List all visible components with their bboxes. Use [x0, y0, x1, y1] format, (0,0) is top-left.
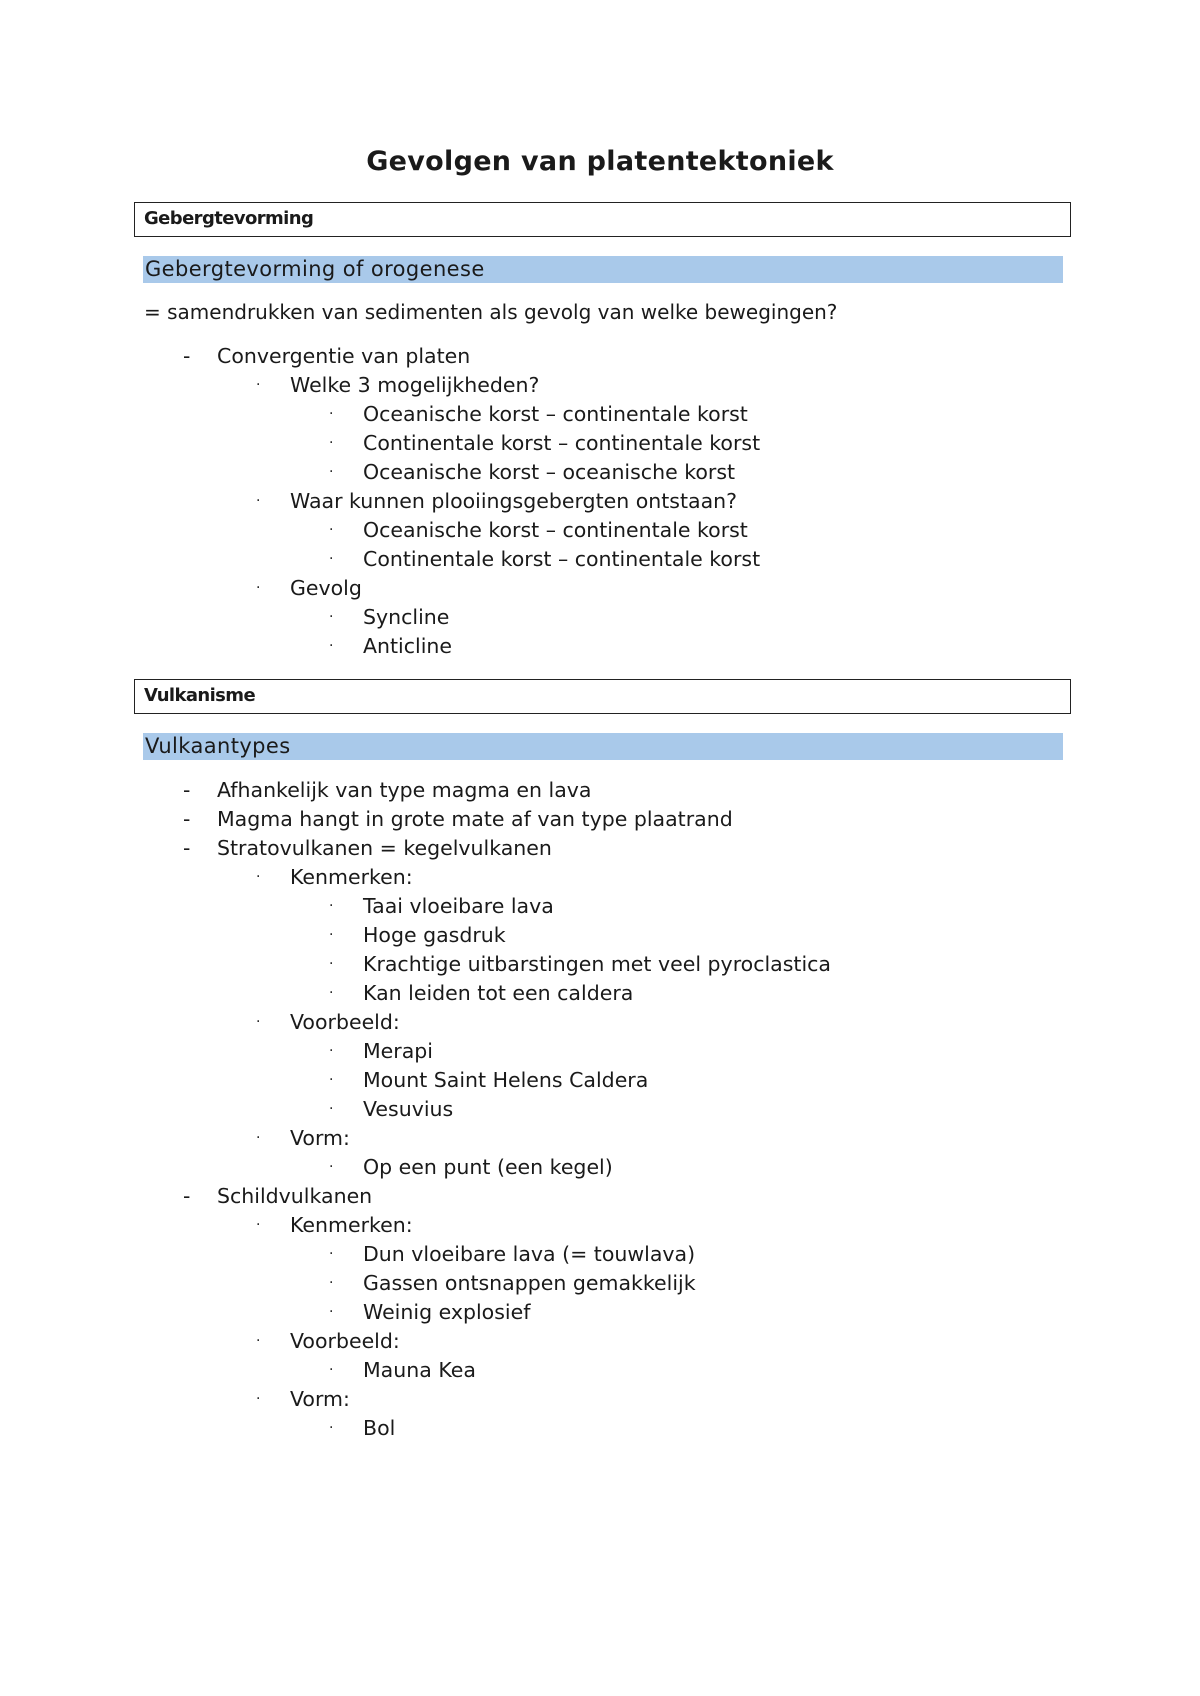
section1-list	[0, 342, 1200, 661]
list-item-text: Op een punt (een kegel)	[363, 1155, 613, 1179]
list-item	[0, 979, 1200, 1008]
dash-bullet: -	[183, 344, 191, 368]
dash-bullet: -	[183, 836, 191, 860]
list-item-text: Schildvulkanen	[217, 1184, 373, 1208]
list-item	[0, 1037, 1200, 1066]
list-item	[0, 834, 1200, 863]
dot-bullet: ·	[329, 927, 334, 943]
dot-bullet: ·	[256, 493, 261, 509]
list-item	[0, 1269, 1200, 1298]
list-item-text: Welke 3 mogelijkheden?	[290, 373, 540, 397]
list-item	[0, 950, 1200, 979]
list-item-text: Bol	[363, 1416, 396, 1440]
list-item-text: Vorm:	[290, 1126, 350, 1150]
dot-bullet: ·	[329, 522, 334, 538]
dot-bullet: ·	[329, 1362, 334, 1378]
list-item-text: Mount Saint Helens Caldera	[363, 1068, 649, 1092]
dash-bullet: -	[183, 807, 191, 831]
dot-bullet: ·	[329, 956, 334, 972]
list-item-text: Waar kunnen plooiingsgebergten ontstaan?	[290, 489, 738, 513]
list-item-text: Anticline	[363, 634, 453, 658]
list-item-text: Magma hangt in grote mate af van type plaatrand	[217, 807, 733, 831]
list-item-text: Kenmerken:	[290, 865, 413, 889]
list-item-text: Vorm:	[290, 1387, 350, 1411]
list-item	[0, 863, 1200, 892]
list-item-text: Voorbeeld:	[290, 1329, 400, 1353]
list-item	[0, 487, 1200, 516]
list-item-text: Syncline	[363, 605, 450, 629]
list-item	[0, 458, 1200, 487]
list-item-text: Oceanische korst – oceanische korst	[363, 460, 736, 484]
list-item-text: Oceanische korst – continentale korst	[363, 518, 748, 542]
dot-bullet: ·	[329, 1246, 334, 1262]
definition-text: = samendrukken van sedimenten als gevolg van welke bewegingen?	[144, 300, 838, 324]
dot-bullet: ·	[329, 1420, 334, 1436]
list-item-text: Weinig explosief	[363, 1300, 531, 1324]
list-item	[0, 574, 1200, 603]
list-item	[0, 603, 1200, 632]
list-item-text: Kenmerken:	[290, 1213, 413, 1237]
list-item-text: Voorbeeld:	[290, 1010, 400, 1034]
list-item	[0, 545, 1200, 574]
list-item-text: Gassen ontsnappen gemakkelijk	[363, 1271, 696, 1295]
dot-bullet: ·	[329, 1304, 334, 1320]
list-item	[0, 1240, 1200, 1269]
list-item-text: Afhankelijk van type magma en lava	[217, 778, 592, 802]
list-item	[0, 516, 1200, 545]
dot-bullet: ·	[329, 985, 334, 1001]
list-item-text: Kan leiden tot een caldera	[363, 981, 634, 1005]
dash-bullet: -	[183, 778, 191, 802]
list-item	[0, 1414, 1200, 1443]
dash-bullet: -	[183, 1184, 191, 1208]
dot-bullet: ·	[256, 1391, 261, 1407]
dot-bullet: ·	[329, 464, 334, 480]
list-item	[0, 632, 1200, 661]
list-item-text: Oceanische korst – continentale korst	[363, 402, 748, 426]
dot-bullet: ·	[256, 1333, 261, 1349]
dot-bullet: ·	[256, 377, 261, 393]
list-item-text: Convergentie van platen	[217, 344, 471, 368]
list-item	[0, 1153, 1200, 1182]
dot-bullet: ·	[329, 1101, 334, 1117]
dot-bullet: ·	[329, 1275, 334, 1291]
dot-bullet: ·	[256, 1217, 261, 1233]
list-item	[0, 1008, 1200, 1037]
subheading-vulkaantypes: Vulkaantypes	[143, 733, 1063, 760]
list-item	[0, 1298, 1200, 1327]
dot-bullet: ·	[329, 551, 334, 567]
list-item-text: Merapi	[363, 1039, 433, 1063]
list-item	[0, 892, 1200, 921]
list-item	[0, 1095, 1200, 1124]
dot-bullet: ·	[329, 435, 334, 451]
dot-bullet: ·	[329, 638, 334, 654]
list-item	[0, 921, 1200, 950]
list-item-text: Dun vloeibare lava (= touwlava)	[363, 1242, 696, 1266]
list-item-text: Vesuvius	[363, 1097, 454, 1121]
list-item	[0, 1182, 1200, 1211]
list-item	[0, 342, 1200, 371]
list-item	[0, 1066, 1200, 1095]
subheading-orogenese: Gebergtevorming of orogenese	[143, 256, 1063, 283]
list-item	[0, 805, 1200, 834]
list-item-text: Continentale korst – continentale korst	[363, 547, 761, 571]
dot-bullet: ·	[329, 898, 334, 914]
list-item-text: Hoge gasdruk	[363, 923, 506, 947]
list-item-text: Gevolg	[290, 576, 362, 600]
list-item-text: Krachtige uitbarstingen met veel pyroclastica	[363, 952, 831, 976]
dot-bullet: ·	[256, 1014, 261, 1030]
dot-bullet: ·	[329, 1043, 334, 1059]
dot-bullet: ·	[256, 1130, 261, 1146]
list-item	[0, 400, 1200, 429]
list-item	[0, 371, 1200, 400]
dot-bullet: ·	[329, 1072, 334, 1088]
list-item-text: Taai vloeibare lava	[363, 894, 554, 918]
list-item	[0, 1211, 1200, 1240]
dot-bullet: ·	[329, 406, 334, 422]
list-item-text: Stratovulkanen = kegelvulkanen	[217, 836, 552, 860]
list-item-text: Mauna Kea	[363, 1358, 476, 1382]
list-item-text: Continentale korst – continentale korst	[363, 431, 761, 455]
list-item	[0, 1356, 1200, 1385]
section-heading-vulkanisme: Vulkanisme	[134, 679, 1071, 714]
list-item	[0, 1124, 1200, 1153]
dot-bullet: ·	[329, 1159, 334, 1175]
list-item	[0, 1385, 1200, 1414]
dot-bullet: ·	[329, 609, 334, 625]
list-item	[0, 429, 1200, 458]
dot-bullet: ·	[256, 869, 261, 885]
dot-bullet: ·	[256, 580, 261, 596]
list-item	[0, 776, 1200, 805]
section2-list	[0, 776, 1200, 1443]
page-title: Gevolgen van platentektoniek	[366, 146, 834, 177]
section-heading-gebergtevorming: Gebergtevorming	[134, 202, 1071, 237]
list-item	[0, 1327, 1200, 1356]
